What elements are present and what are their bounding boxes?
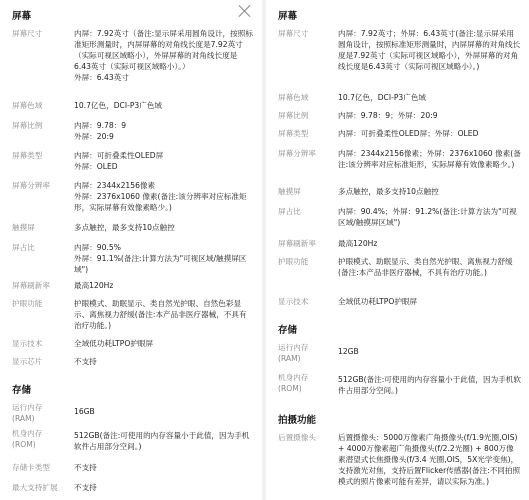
spec-label: 屏幕比例 [12,121,43,130]
spec-value: 12GB [338,347,359,356]
spec-label: 屏幕类型 [12,151,43,160]
spec-label: 屏幕刷新率 [278,239,316,248]
spec-value: 内屏：9.78：9；外屏：20:9 [338,111,438,120]
spec-value: 不支持 [74,483,97,492]
spec-value [74,28,254,83]
spec-value: 内屏：9.78：9 外屏：20:9 [74,121,127,141]
spec-label: 屏幕类型 [278,129,309,138]
spec-label: 屏占比 [12,243,35,252]
spec-value: 内屏：7.92英寸；外屏：6.43英寸(备注:显示屏采用圆角设计，按照标准矩形测量时，内屏屏幕的对角线长度是7.92英寸（实际可视区域略小），外屏屏幕的对角线长度是6.43英寸（实际可视区域略小）。) [338,29,521,71]
close-icon[interactable] [238,4,252,18]
spec-value: 多点触控，最多支持10点触控 [338,187,439,196]
left-spec-column [0,0,262,500]
spec-label: 运行内存(RAM) [12,403,43,423]
screen-section-title: 屏幕 [278,11,298,22]
storage-section-title: 存储 [278,325,298,336]
spec-value: 最高120Hz [74,281,114,290]
spec-label: 后置摄像头 [278,433,316,442]
spec-value: 内屏：2344x2156像素；外屏：2376x1060 像素(备注:该分辨率对应标准矩形，实际屏幕有效像素略少。) [338,149,521,169]
screen-size-value: 内屏：7.92英寸（备注:显示屏采用圆角设计，按照标准矩形测量时，内屏屏幕的对角线长度是7.92英寸（实际可视区域略小），外屏屏幕的对角线长度是6.43英寸（实际可视区域略小）。） 外屏：6.43英寸 [74,29,253,82]
spec-label: 屏幕分辨率 [278,149,316,158]
spec-value: 内屏：90.4%；外屏：91.2%(备注:计算方法为"可视区域/触摸屏区域") [338,207,517,227]
spec-label: 最大支持扩展 [12,483,58,492]
spec-value: 512GB(备注:可使用的内存容量小于此值，因为手机软件占用部分空间。) [74,431,250,451]
storage-section-title: 存储 [12,385,32,396]
spec-value: 不支持 [74,357,97,366]
spec-value: 护眼模式、助眠显示、类自然光护眼、自然色彩显示、离焦视力舒缓(备注:本产品非医疗器械，不具有治疗功能。) [74,299,247,330]
spec-value: 内屏：可折叠柔性OLED屏；外屏：OLED [338,129,479,138]
spec-value: 不支持 [74,463,97,472]
spec-label: 显示芯片 [12,357,43,366]
spec-value: 全域低功耗LTPO护眼屏 [74,339,154,348]
spec-label: 屏幕尺寸 [278,29,309,38]
spec-value: 最高120Hz [338,239,378,248]
spec-label: 屏占比 [278,207,301,216]
spec-label: 护眼功能 [278,257,309,266]
spec-value: 内屏：可折叠柔性OLED屏 外屏：OLED [74,151,164,171]
spec-value: 全域低功耗LTPO护眼屏 [338,297,418,306]
spec-label: 运行内存(RAM) [278,343,309,363]
spec-label: 屏幕色域 [278,93,309,102]
spec-value: 512GB(备注:可使用的内存容量小于此值，因为手机软件占用部分空间。) [338,375,521,395]
spec-label: 显示技术 [12,339,43,348]
spec-label: 触摸屏 [12,223,35,232]
screen-section-title: 屏幕 [12,11,32,22]
spec-label: 屏幕尺寸 [12,29,43,38]
spec-value: 后置摄像头：5000万像素广角摄像头(f/1.9光圈,OIS) + 4000万像素超广角摄像头(f/2.2光圈) + 800万像素潜望式长焦摄像头(f/3.4 光圈,OIS，5X光学变焦)，支持激光对焦，支持后置Flicker传感器(备注:不同拍照模式的照片像素可能有差异，请以实际为准。) [338,433,521,486]
spec-label: 屏幕刷新率 [12,281,50,290]
spec-value: 内屏：2344x2156像素 外屏：2376x1060 像素(备注:该分辨率对应标准矩形，实际屏幕有效像素略少。) [74,181,247,212]
spec-label: 屏幕色域 [12,101,43,110]
right-spec-column [266,0,529,500]
spec-value: 16GB [74,407,95,416]
spec-label: 存储卡类型 [12,463,50,472]
spec-label: 屏幕分辨率 [12,181,50,190]
spec-label: 触摸屏 [278,187,301,196]
spec-value: 10.7亿色，DCI-P3广色域 [338,93,427,102]
spec-value: 10.7亿色，DCI-P3广色域 [74,101,163,110]
camera-section-title: 拍摄功能 [278,415,317,426]
spec-label: 屏幕比例 [278,111,309,120]
spec-label: 机身内存(ROM) [278,373,309,393]
spec-value: 内屏：90.5% 外屏：91.1%(备注:计算方法为"可视区域/触摸屏区域") [74,243,247,274]
spec-label: 护眼功能 [12,299,43,308]
spec-value: 多点触控，最多支持10点触控 [74,223,175,232]
spec-label: 显示技术 [278,297,309,306]
spec-label: 机身内存(ROM) [12,429,43,449]
spec-value: 护眼模式、助眠显示、类自然光护眼、离焦视力舒缓(备注:本产品非医疗器械，不具有治疗功能。) [338,257,513,277]
